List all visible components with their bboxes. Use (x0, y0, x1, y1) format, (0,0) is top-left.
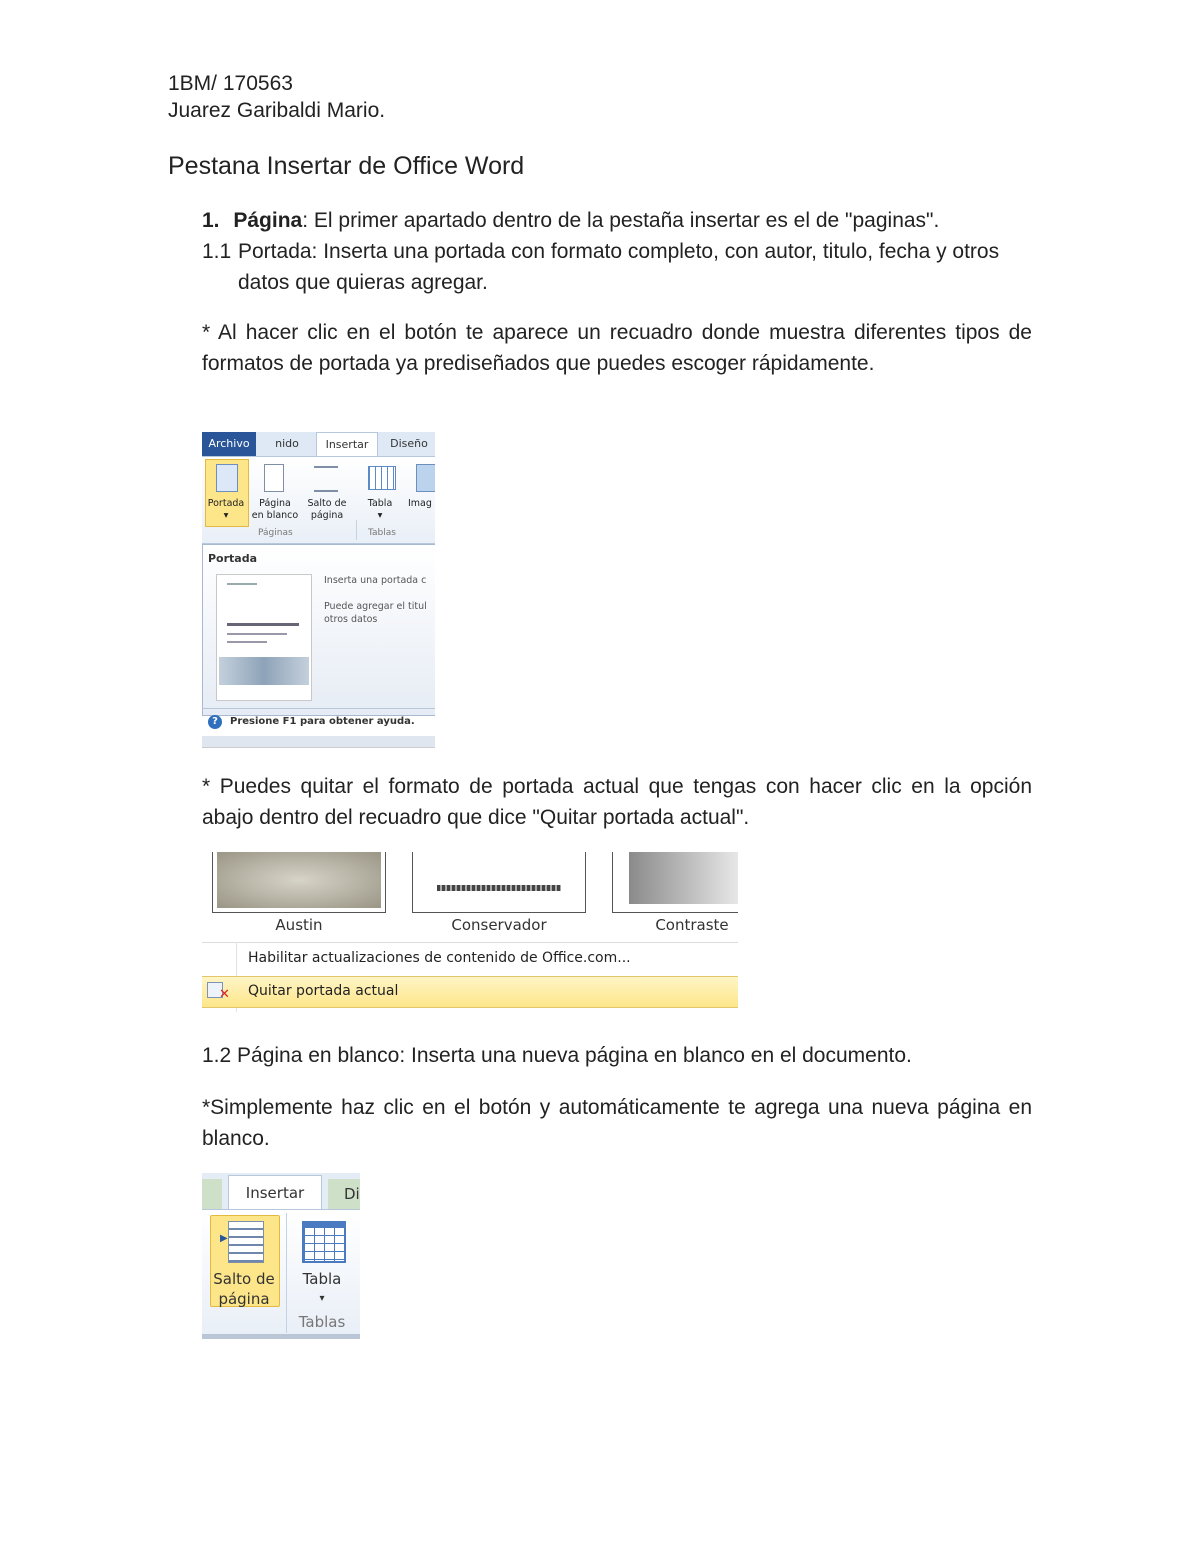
delete-x-icon: ✕ (219, 987, 230, 1002)
tile-label-austin: Austin (275, 916, 323, 934)
group-divider (356, 520, 357, 540)
table-label-2[interactable]: Tabla ▾ (302, 1270, 342, 1304)
tooltip-text-2: Puede agregar el titul (324, 601, 427, 612)
tooltip-text-1: Inserta una portada c (324, 575, 427, 586)
tile-label-contraste: Contraste (655, 916, 729, 934)
page-title: Pestana Insertar de Office Word (168, 152, 525, 180)
tooltip-text-3: otros datos (324, 614, 378, 625)
tile-austin[interactable] (212, 852, 386, 913)
student-name: Juarez Garibaldi Mario. (168, 99, 386, 122)
portada-label: Portada ▾ (207, 498, 245, 521)
section-1-text: : El primer apartado dentro de la pestaña insertar es el de "paginas". (302, 209, 940, 232)
help-icon: ? (208, 715, 222, 729)
section-1-number: 1. (202, 209, 220, 232)
section-1-heading: Página (233, 209, 303, 232)
group-tablas: Tablas (368, 528, 396, 538)
blank-page-icon (264, 464, 284, 492)
tile-conservador[interactable] (412, 852, 586, 913)
tile-contraste[interactable] (612, 852, 738, 913)
help-text: Presione F1 para obtener ayuda. (230, 716, 415, 727)
page-break-icon (314, 466, 338, 492)
menu-enable-updates[interactable]: Habilitar actualizaciones de contenido de Office.com... (248, 950, 631, 966)
page-break-icon-2 (228, 1221, 264, 1263)
subsection-1-1-text: Portada: Inserta una portada con formato completo, con autor, titulo, fecha y otros datos que quieras agregar. (238, 240, 1000, 294)
image-label[interactable]: Imag (408, 498, 432, 509)
note-2: * Puedes quitar el formato de portada actual que tengas con hacer clic en la opción abajo dentro del recuadro que dice "Quitar portada actual". (202, 775, 1032, 829)
table-label[interactable]: Tabla ▾ (367, 498, 393, 521)
tab-insertar[interactable]: Insertar (316, 432, 378, 457)
subsection-1-1 (202, 236, 1037, 298)
cover-preview-thumbnail (216, 574, 312, 701)
subsection-1-2: 1.2 Página en blanco: Inserta una nueva página en blanco en el documento. (202, 1044, 912, 1067)
blank-page-label[interactable]: Página en blanco (251, 498, 299, 521)
image-icon (416, 464, 435, 492)
group-paginas: Páginas (258, 528, 293, 538)
table-icon (368, 466, 396, 490)
group-tablas-2: Tablas (298, 1313, 346, 1331)
gallery-screenshot (202, 852, 738, 1012)
tab-diseno[interactable]: Diseño (390, 437, 428, 450)
tab-archivo[interactable]: Archivo (202, 432, 256, 456)
arrow-icon: ▶ (220, 1233, 228, 1244)
note-1: * Al hacer clic en el botón te aparece un recuadro donde muestra diferentes tipos de formatos de portada ya prediseñados que puedes escoger rápidamente. (202, 321, 1032, 375)
subsection-1-1-number: 1.1 (202, 240, 232, 263)
page-break-label[interactable]: Salto de página (307, 498, 347, 521)
page-break-label-2: Salto de página (213, 1270, 275, 1308)
tab-diseno-2[interactable]: Di (328, 1179, 360, 1209)
tile-label-conservador: Conservador (451, 916, 547, 934)
student-id: 1BM/ 170563 (168, 72, 293, 95)
ribbon-screenshot-salto (202, 1173, 360, 1339)
tooltip-title: Portada (208, 552, 258, 565)
tab-inicio[interactable]: nido (275, 437, 299, 450)
ribbon-screenshot-portada (202, 432, 435, 748)
portada-icon (216, 464, 238, 492)
note-3: *Simplemente haz clic en el botón y automáticamente te agrega una nueva página en blanco. (202, 1096, 1032, 1150)
tab-insertar-2[interactable]: Insertar (228, 1175, 322, 1210)
menu-remove-cover-label: Quitar portada actual (248, 983, 399, 999)
section-1 (202, 205, 1042, 236)
table-icon-2 (302, 1221, 346, 1263)
